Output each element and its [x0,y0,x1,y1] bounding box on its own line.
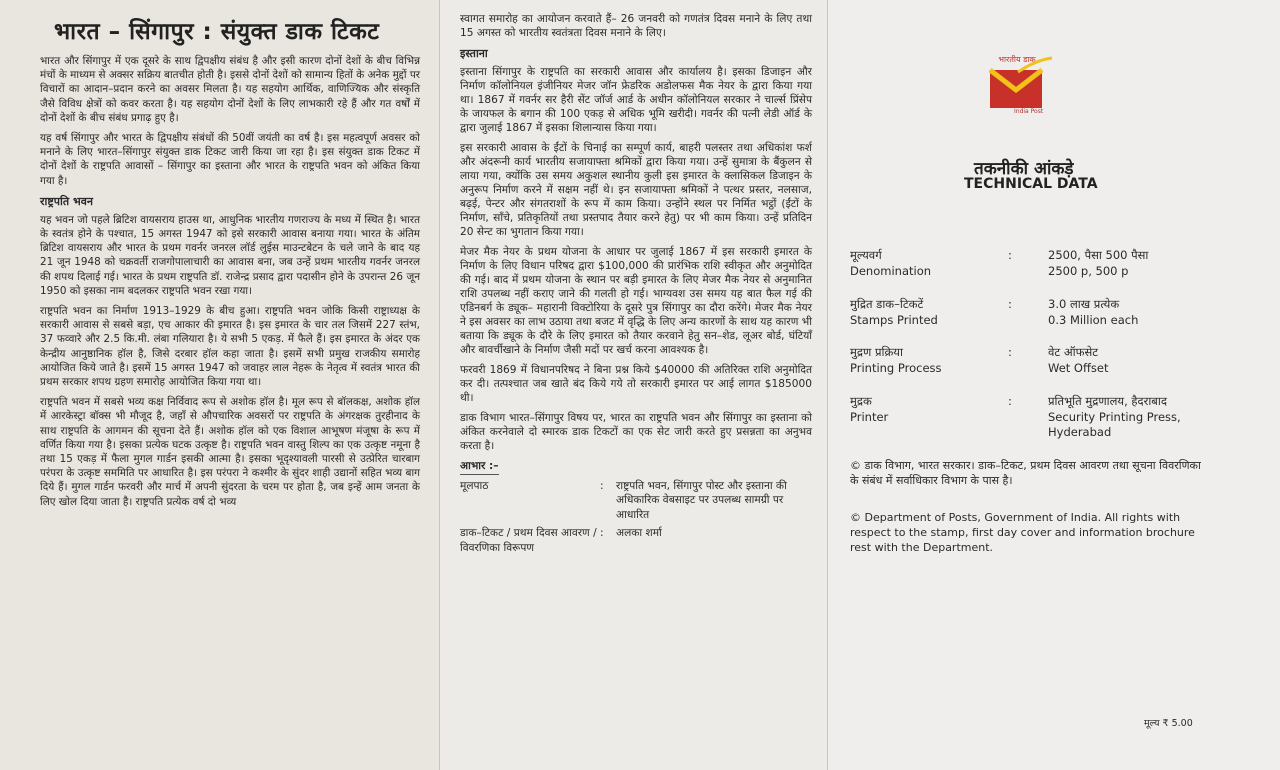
ref-row [460,526,812,555]
spec-label: Denomination [850,263,932,278]
section-heading-rashtrapati-bhavan: राष्ट्रपति भवन [40,194,93,208]
technical-data-heading-hindi: तकनीकी आंकड़े [974,159,1074,179]
right-panel [828,0,1280,770]
ref-colon: : [600,479,604,492]
spec-colon: : [1008,297,1012,311]
ref-key: मूलपाठ [460,479,489,492]
intro-paragraph-1: भारत और सिंगापुर में एक दूसरे के साथ द्विपक्षीय संबंध है और इसी कारण दोनों देशों के बीच विभिन्न मंचों के माध्यम से अक्सर सक्रिय बातचीत होती है। इससे दोनों देशों को सामान्य हितों के अनेक मुद्दों पर विचारों का आदान–प्रदान करने का अवसर मिलता है। यह सहयोग आर्थिक, वाणिज्यिक और संस्कृति जैसे विविध क्षेत्रों को कवर करता है। यह सहयोग दोनों देशों के लिए लाभकारी रहे हैं और गत वर्षों में दोनों देशों के बीच संबंध प्रगाढ़ हुए है। [40,55,420,124]
copyright-hindi: © डाक विभाग, भारत सरकार। डाक–टिकट, प्रथम दिवस आवरण तथा सूचना विवरणिका के संबंध में सर्वाधिकार विभाग के पास है। [850,459,1201,487]
middle-panel [440,0,828,770]
spec-value-hindi: 3.0 लाख प्रत्येक [1048,297,1120,311]
ref-key: डाक–टिकट / प्रथम दिवस आवरण / विवरणिका विरूपण [460,527,597,554]
continued-paragraph: स्वागत समारोह का आयोजन करवाते हैं– 26 जनवरी को गणतंत्र दिवस मनाने के लिए तथा 15 अगस्त को भारतीय स्वतंत्रता दिवस मनाने के लिए। [460,13,812,39]
spec-denomination [850,248,1250,279]
intro-paragraph-2: यह वर्ष सिंगापुर और भारत के द्विपक्षीय संबंधों की 50वीं जयंती का वर्ष है। इस महत्वपूर्ण अवसर को मनाने के लिए भारत–सिंगापुर संयुक्त डाक टिकट जारी किया जा रहा है। इस संयुक्त डाक टिकट में दोनों देशों के राष्ट्रपति आवासों – सिंगापुर का इस्ताना और भारत के राष्ट्रपति भवन को अंकित किया गया है। [40,132,420,187]
spec-value: Wet Offset [1048,360,1109,375]
ref-value: राष्ट्रपति भवन, सिंगापुर पोस्ट और इस्ताना की अधिकारिक वेबसाइट पर उपलब्ध सामग्री पर आधारित [616,479,787,521]
ref-value: अलका शर्मा [616,527,662,539]
rashtrapati-paragraph-2: राष्ट्रपति भवन का निर्माण 1913–1929 के बीच हुआ। राष्ट्रपति भवन जोकि किसी राष्ट्राध्यक्ष के सरकारी आवास से सबसे बड़ा, एच आकार की इमारत है। इस इमारत के चार तल जिसमें 227 स्तंभ, 37 फव्वारे और 2.5 कि.मी. लंबा गलियारा है। ये सभी 5 एकड़. में फैले हैं। इस इमारत के अंदर एक केन्द्रीय आनुष्ठानिक हॉल है, जिसे दरबार हॉल कहा जाता है। इसमें सभी प्रमुख राजकीय समारोह आयोजित किये जाते है। इसमें 15 अगस्त 1947 को जवाहर लाल नेहरू के नेतृत्व में स्वतंत्र भारत की प्रथम सरकार शपथ ग्रहण समारोह आयोजित किया गया था। [40,305,420,389]
technical-data-heading: TECHNICAL DATA [964,176,1098,192]
spec-label-hindi: मुद्रण प्रक्रिया [850,345,903,359]
spec-label: Stamps Printed [850,312,938,327]
price-label: मूल्य ₹ 5.00 [1144,718,1193,729]
spec-label: Printer [850,409,889,424]
logo-caption-english: India Post [1014,108,1044,115]
spec-label-hindi: मुद्रक [850,394,872,408]
logo-caption-hindi: भारतीय डाक [998,55,1036,64]
spec-value-line-3: Hyderabad [1048,425,1112,439]
spec-value: Security Printing Press, [1048,409,1181,424]
acknowledgements [460,459,812,555]
spec-printing-process [850,345,1250,376]
spec-label: Printing Process [850,360,942,375]
section-heading-istana: इस्ताना [460,47,488,60]
rashtrapati-paragraph-3: राष्ट्रपति भवन में सबसे भव्य कक्ष निर्विवाद रूप से अशोक हॉल है। मूल रूप से बॉलकक्ष, अशोक हॉल में आरकेस्ट्रा बॉक्स भी मौजूद है, जहाँ से औपचारिक अवसरों पर राष्ट्रपति के अंगरक्षक तुरहीनाद के साथ राष्ट्रपति के आगमन की सूचना देते हैं। अशोक हॉल को एक विशाल आभूषण मंजूषा के रूप में वर्णित किया गया है। इसका प्रत्येक घटक उत्कृष्ट है। राष्ट्रपति भवन वास्तु शिल्प का एक उत्कृष्ट नमूना है तथा 15 एकड़ में फैला मुगल गार्डन इसकी आत्मा है। इसका भूदृश्यावली पारसी से उत्प्रेरित चारबाग परंपरा के उत्कृष्ट सममिति पर आधारित है। इस परंपरा ने कश्मीर के सुंदर शाही उद्यानों सहित भव्य बाग दिये हैं। मुगल गार्डन फरवरी और मार्च में अपनी सुंदरता के चरम पर होता है, जब इन्हें आम जनता के लिए खोल दिया जाता है। राष्ट्रपति प्रत्येक वर्ष दो भव्य [40,396,420,508]
spec-label-hindi: मुद्रित डाक–टिकटें [850,297,924,311]
spec-value-hindi: प्रतिभूति मुद्रणालय, हैदराबाद [1048,394,1167,408]
istana-paragraph-1: इस्ताना सिंगापुर के राष्ट्रपति का सरकारी आवास और कार्यालय है। इसका डिजाइन और निर्माण कॉलोनियल इंजीनियर मेजर जॉन फ्रेडरिक अडोलफस मैक नेयर के द्वारा किया गया था। 1867 में गवर्नर सर हैरी सेंट जॉर्ज आर्ड के अधीन कॉलोनियल सरकार ने चार्ल्स प्रिंसेप के जायफल के बगान की 100 एकड़ से अधिक भूमि खरीदी। गवर्नर की पत्नी लेडी ऑर्ड के द्वारा जुलाई 1867 में इसका शिलान्यास किया गया। [460,66,812,134]
spec-value: 0.3 Million each [1048,312,1139,327]
istana-paragraph-5: डाक विभाग भारत–सिंगापुर विषय पर, भारत का राष्ट्रपति भवन और सिंगापुर का इस्ताना को अंकित करनेवाले दो स्मारक डाक टिकटों का एक सेट जारी करते हुए प्रसन्नता का अनुभव करता है। [460,412,812,452]
page-title: भारत – सिंगापुर : संयुक्त डाक टिकट [54,19,380,45]
istana-paragraph-4: फरवरी 1869 में विधानपरिषद ने बिना प्रश्न किये $40000 की अतिरिक्त राशि अनुमोदित कर दी। तत्पश्चात जब खाते बंद किये गये तो सरकारी इमारत पर आई लागत $185000 थी। [460,364,812,404]
copyright-english: © Department of Posts, Government of India. All rights with respect to the stamp, first day cover and information brochure rest with the Department. [850,511,1195,554]
spec-value-hindi: 2500, पैसा 500 पैसा [1048,248,1149,262]
spec-colon: : [1008,248,1012,262]
spec-label-hindi: मूल्यवर्ग [850,248,882,262]
spec-colon: : [1008,345,1012,359]
ref-colon: : [600,527,604,539]
left-panel [0,0,440,770]
istana-paragraph-2: इस सरकारी आवास के ईंटों के चिनाई का सम्पूर्ण कार्य, बाहरी पलस्तर तथा अधिकांश फर्श और अंदरूनी कार्य भारतीय सजायाफ्ता श्रमिकों द्वारा किया गया। उन्हें सुमात्रा के बैंकुलन से लाया गया, क्योंकि उस समय अकुशल स्थानीय कुली इस इमारत के क्लासिकल डिजाइन के अनुरूप निर्माण करने में सक्षम नहीं थे। इन सजायाफ्ता श्रमिकों ने पत्थर प्रस्तर, नलसाज, बढ़ई, पेन्टर और संगतराशों के रूप में काम किया। उन्होंने स्थल पर निर्मित भट्ठों (ईंटों के निर्माण, साँचे, प्रतिकृतियों तथा प्रस्तपाद तैयार करने हेतु) पर भी काम किया। उन्हें प्रतिदिन 20 सेन्ट का भुगतान किया गया। [460,142,812,238]
spec-printer [850,394,1250,441]
spec-value-hindi: वेट ऑफसेट [1048,345,1099,359]
spec-value: 2500 p, 500 p [1048,263,1129,278]
spec-stamps-printed [850,297,1250,328]
spec-colon: : [1008,394,1012,408]
ref-row [460,479,812,523]
istana-paragraph-3: मेजर मैक नेयर के प्रथम योजना के आधार पर जुलाई 1867 में इस सरकारी इमारत के निर्माण के लिए विधान परिषद द्वारा $100,000 की प्रारंभिक राशि स्वीकृत और अनुमोदित की गई। बाद में प्रथम योजना के स्थान पर बड़ी इमारत के लिए मेजर मैक नेयर से अनुमानित राशि उपलब्ध नहीं कराए जाने की गलती हो गई। भाग्यवश उस समय यह बात फैल गई की एडिनबर्ग के ड्यूक– महारानी विक्टोरिया के दूसरे पुत्र सिंगापुर का दौरा करेंगे। मेजर मैक नेयर ने इस अवसर का लाभ उठाया तथा बजट में वृद्धि के लिए अन्य कारणों के साथ यह कारण भी बताया कि ड्यूक के दौरे के लिए इमारत को तैयार करवाने हेतु सन–शेड, लूअर बोर्ड, घंटियाँ और बावर्चीखाने के निर्माण जैसी मदों पर खर्च करना आवश्यक है। [460,246,812,356]
acknowledgements-heading: आभार :– [460,459,499,475]
rashtrapati-paragraph-1: यह भवन जो पहले ब्रिटिश वायसराय हाउस था, आधुनिक भारतीय गणराज्य के मध्य में स्थित है। भारत के स्वतंत्र होने के पश्चात, 15 अगस्त 1947 को इसे सरकारी आवास बनाया गया। भारत के अंतिम ब्रिटिश वायसराय और भारत के प्रथम गवर्नर जनरल लॉर्ड लुईस माउन्टबेटन के चले जाने के बाद यह 21 जून 1948 को चक्रवर्ती राजगोपालाचारी का आवास बना, जब उन्हें प्रथम भारतीय गवर्नर जनरल की शपथ दिलाई गई। भारत के प्रथम राष्ट्रपति डॉ. राजेन्द्र प्रसाद द्वारा पदासीन होने के उपरान्त 26 जून 1950 को इसका नाम बदलकर राष्ट्रपति भवन रखा गया। [40,213,420,297]
